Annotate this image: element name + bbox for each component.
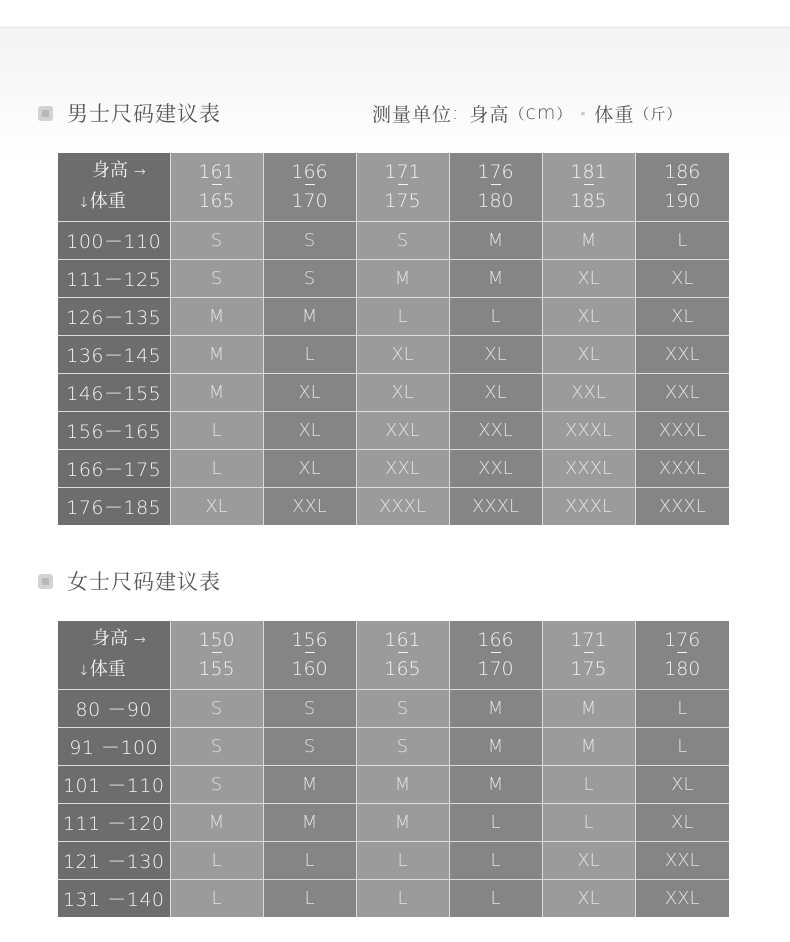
size-cell: XL (449, 373, 542, 411)
units-colon: : (452, 102, 460, 124)
size-cell: XXL (635, 335, 729, 373)
size-cell: S (263, 221, 356, 259)
size-cell: XXL (542, 373, 635, 411)
size-cell: XXL (449, 449, 542, 487)
height-min: 161 (198, 160, 235, 183)
size-cell: L (170, 411, 263, 449)
size-cell: S (263, 259, 356, 297)
height-min: 186 (664, 160, 701, 183)
size-cell: XL (635, 803, 729, 841)
size-cell: XXXL (356, 487, 449, 525)
size-cell: M (356, 765, 449, 803)
height-max: 165 (384, 657, 421, 680)
height-min: 156 (291, 628, 328, 651)
weight-range-cell: 121 －130 (58, 841, 170, 879)
size-cell: S (170, 727, 263, 765)
weight-range-cell: 131 －140 (58, 879, 170, 917)
height-range-header (356, 153, 449, 221)
units-weight: 体重 (594, 103, 635, 126)
height-min: 171 (384, 160, 421, 183)
size-cell: L (170, 841, 263, 879)
height-max: 185 (570, 189, 607, 212)
size-cell: L (263, 841, 356, 879)
units-paren-open: （ (634, 104, 651, 123)
size-cell: XL (635, 259, 729, 297)
measurement-units (372, 98, 682, 128)
size-cell: S (170, 689, 263, 727)
height-range-header (542, 621, 635, 689)
size-cell: S (356, 221, 449, 259)
size-cell: M (542, 727, 635, 765)
header-divider (0, 27, 790, 28)
units-height: 身高 (469, 103, 510, 126)
size-cell: XL (542, 259, 635, 297)
size-cell: S (263, 727, 356, 765)
size-cell: XXL (263, 487, 356, 525)
size-cell: M (170, 297, 263, 335)
height-min: 150 (198, 628, 235, 651)
corner-cell (58, 621, 170, 689)
height-axis-label: 身高 (92, 159, 128, 181)
height-max: 175 (384, 189, 421, 212)
size-cell: L (542, 765, 635, 803)
size-cell: XXXL (542, 449, 635, 487)
size-cell: XL (635, 765, 729, 803)
size-cell: XXL (356, 449, 449, 487)
size-cell: XL (449, 335, 542, 373)
units-paren-close: ） (666, 104, 683, 123)
height-range-header (635, 153, 729, 221)
size-cell: L (170, 879, 263, 917)
size-cell: L (449, 803, 542, 841)
height-min: 176 (477, 160, 514, 183)
size-cell: M (542, 221, 635, 259)
size-cell: XXXL (542, 487, 635, 525)
table-row (58, 221, 729, 259)
size-cell: M (356, 803, 449, 841)
size-cell: M (356, 259, 449, 297)
size-cell: XXXL (635, 411, 729, 449)
height-range-header (542, 153, 635, 221)
table-row (58, 803, 729, 841)
height-min: 171 (570, 628, 607, 651)
weight-axis-label: 体重 (89, 190, 126, 212)
men-title-text: 男士尺码建议表 (67, 102, 221, 126)
height-range-header (170, 153, 263, 221)
size-cell: M (170, 803, 263, 841)
height-range-header (263, 153, 356, 221)
size-cell: XL (635, 297, 729, 335)
header-band (0, 0, 790, 160)
arrow-down-icon: ↓ (78, 662, 90, 679)
size-cell: XL (542, 335, 635, 373)
height-range-header (170, 621, 263, 689)
arrow-right-icon: → (134, 163, 146, 180)
table-row (58, 297, 729, 335)
size-cell: M (170, 373, 263, 411)
size-cell: XL (356, 373, 449, 411)
header-row (58, 153, 729, 221)
size-cell: L (635, 689, 729, 727)
size-cell: XL (542, 841, 635, 879)
height-min: 166 (477, 628, 514, 651)
weight-range-cell: 80 －90 (58, 689, 170, 727)
table-row (58, 727, 729, 765)
size-cell: L (542, 803, 635, 841)
size-cell: XL (263, 449, 356, 487)
table-row (58, 411, 729, 449)
women-size-table (58, 621, 729, 917)
height-range-header (356, 621, 449, 689)
size-cell: L (449, 297, 542, 335)
height-max: 170 (477, 657, 514, 680)
units-weight-unit: 斤 (650, 104, 667, 123)
arrow-right-icon: → (134, 631, 146, 648)
size-cell: S (356, 689, 449, 727)
weight-range-cell: 146－155 (58, 373, 170, 411)
weight-range-cell: 156－165 (58, 411, 170, 449)
size-cell: L (356, 879, 449, 917)
units-separator-dot: • (580, 105, 587, 122)
size-cell: XXL (635, 373, 729, 411)
size-cell: XL (356, 335, 449, 373)
weight-range-cell: 111 －120 (58, 803, 170, 841)
size-cell: XXL (449, 411, 542, 449)
size-cell: XL (542, 879, 635, 917)
size-cell: S (170, 259, 263, 297)
height-max: 165 (198, 189, 235, 212)
weight-axis-label: 体重 (89, 658, 126, 680)
height-max: 180 (477, 189, 514, 212)
size-cell: L (170, 449, 263, 487)
size-cell: S (263, 689, 356, 727)
weight-range-cell: 176－185 (58, 487, 170, 525)
weight-range-cell: 166－175 (58, 449, 170, 487)
men-section-title (38, 98, 221, 128)
square-bullet-icon (38, 106, 53, 121)
height-range-header (263, 621, 356, 689)
weight-range-cell: 100－110 (58, 221, 170, 259)
units-paren-close: ） (556, 104, 573, 123)
size-cell: M (263, 765, 356, 803)
size-cell: S (170, 221, 263, 259)
size-cell: M (263, 297, 356, 335)
table-row (58, 259, 729, 297)
men-size-table (58, 153, 729, 525)
height-max: 190 (664, 189, 701, 212)
table-row (58, 689, 729, 727)
size-cell: M (170, 335, 263, 373)
units-label: 测量单位 (372, 103, 453, 126)
height-min: 161 (384, 628, 421, 651)
header-row (58, 621, 729, 689)
weight-range-cell: 111－125 (58, 259, 170, 297)
size-cell: M (449, 765, 542, 803)
size-cell: XXL (635, 841, 729, 879)
table-row (58, 449, 729, 487)
size-cell: XXXL (635, 449, 729, 487)
size-cell: XL (263, 411, 356, 449)
size-cell: L (356, 841, 449, 879)
size-cell: M (263, 803, 356, 841)
size-cell: XXL (635, 879, 729, 917)
table-row (58, 335, 729, 373)
size-cell: M (449, 727, 542, 765)
size-cell: M (449, 689, 542, 727)
size-cell: XXXL (542, 411, 635, 449)
size-cell: L (356, 297, 449, 335)
weight-range-cell: 136－145 (58, 335, 170, 373)
height-max: 170 (291, 189, 328, 212)
size-cell: S (170, 765, 263, 803)
units-height-unit: cm (525, 102, 557, 124)
size-cell: M (449, 259, 542, 297)
women-title-text: 女士尺码建议表 (67, 570, 221, 594)
table-row (58, 879, 729, 917)
size-cell: L (263, 335, 356, 373)
size-cell: L (635, 221, 729, 259)
size-cell: XXXL (449, 487, 542, 525)
square-bullet-icon (38, 574, 53, 589)
height-max: 160 (291, 657, 328, 680)
women-section-title (38, 566, 221, 596)
table-row (58, 373, 729, 411)
weight-range-cell: 126－135 (58, 297, 170, 335)
size-cell: S (356, 727, 449, 765)
size-cell: XL (263, 373, 356, 411)
size-cell: M (542, 689, 635, 727)
height-axis-label: 身高 (92, 627, 128, 649)
table-row (58, 841, 729, 879)
height-max: 155 (198, 657, 235, 680)
size-cell: XXL (356, 411, 449, 449)
height-range-header (449, 153, 542, 221)
size-cell: M (449, 221, 542, 259)
weight-range-cell: 91 －100 (58, 727, 170, 765)
height-min: 166 (291, 160, 328, 183)
table-row (58, 487, 729, 525)
size-cell: XXXL (635, 487, 729, 525)
units-paren-open: （ (509, 104, 526, 123)
size-cell: L (263, 879, 356, 917)
size-cell: L (449, 841, 542, 879)
height-min: 181 (570, 160, 607, 183)
size-cell: L (449, 879, 542, 917)
height-max: 175 (570, 657, 607, 680)
corner-cell (58, 153, 170, 221)
height-range-header (635, 621, 729, 689)
size-cell: XL (542, 297, 635, 335)
arrow-down-icon: ↓ (78, 194, 90, 211)
height-min: 176 (664, 628, 701, 651)
size-cell: L (635, 727, 729, 765)
weight-range-cell: 101 －110 (58, 765, 170, 803)
height-range-header (449, 621, 542, 689)
height-max: 180 (664, 657, 701, 680)
table-row (58, 765, 729, 803)
size-cell: XL (170, 487, 263, 525)
